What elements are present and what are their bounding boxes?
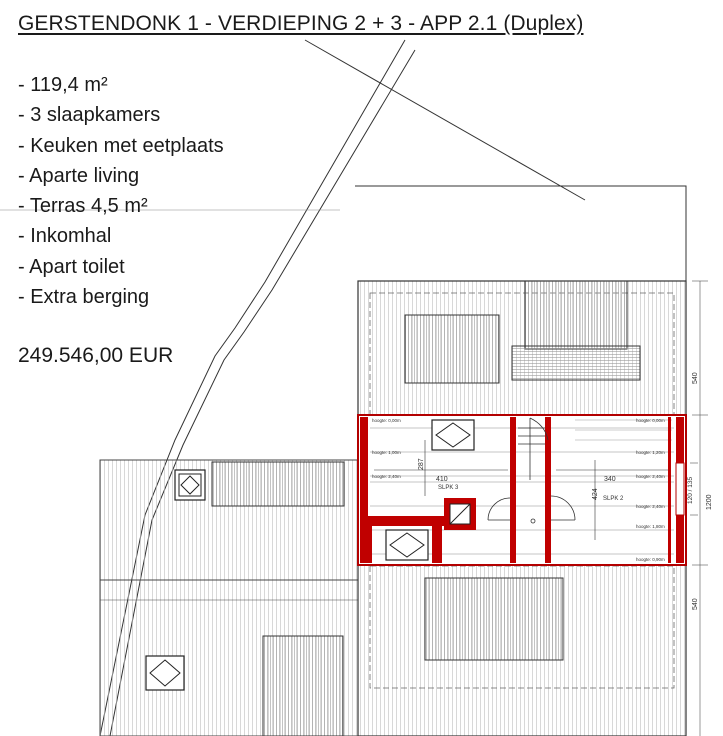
height-label: hoogte: 2,40m — [372, 474, 401, 479]
height-label: hoogte: 0,00m — [636, 418, 665, 423]
dim-424: 424 — [592, 488, 599, 500]
page-title: GERSTENDONK 1 - VERDIEPING 2 + 3 - APP 2.1 (Duplex) — [18, 12, 584, 35]
feature-item: - 3 slaapkamers — [18, 104, 161, 127]
left-roof — [100, 460, 358, 736]
height-label: hoogte: 0,90m — [636, 557, 665, 562]
feature-item: - 119,4 m² — [18, 74, 108, 96]
feature-item: - Aparte living — [18, 164, 140, 187]
dim-340: 340 — [604, 476, 616, 483]
feature-list — [18, 70, 224, 312]
skylight-slpk3-bottom — [386, 530, 428, 560]
dim-410: 410 — [436, 476, 448, 483]
feature-item: - Keuken met eetplaats — [18, 134, 224, 157]
dim-1200: 1200 — [706, 494, 713, 510]
room-label-slpk2: SLPK 2 — [603, 496, 624, 502]
skylight-left-bottom — [146, 656, 184, 690]
dim-120-135: 120 / 135 — [687, 476, 694, 504]
height-label: hoogte: 1,80m — [636, 524, 665, 529]
height-label: hoogte: 1,20m — [636, 450, 665, 455]
skylight-left-top — [175, 470, 205, 500]
feature-item: - Inkomhal — [18, 225, 112, 248]
dim-540-top: 540 — [692, 372, 699, 384]
height-label: hoogte: 1,00m — [372, 450, 401, 455]
dim-287: 287 — [418, 458, 425, 470]
height-label: hoogte: 0,00m — [372, 418, 401, 423]
height-label: hoogte: 2,40m — [636, 504, 665, 509]
feature-item: - Terras 4,5 m² — [18, 195, 148, 218]
skylight-slpk3-top — [432, 420, 474, 450]
feature-item: - Extra berging — [18, 286, 150, 309]
height-label: hoogte: 2,40m — [636, 474, 665, 479]
dim-540-bottom: 540 — [692, 598, 699, 610]
feature-item: - Apart toilet — [18, 255, 125, 278]
room-label-slpk3: SLPK 3 — [438, 485, 459, 491]
price: 249.546,00 EUR — [18, 344, 174, 367]
